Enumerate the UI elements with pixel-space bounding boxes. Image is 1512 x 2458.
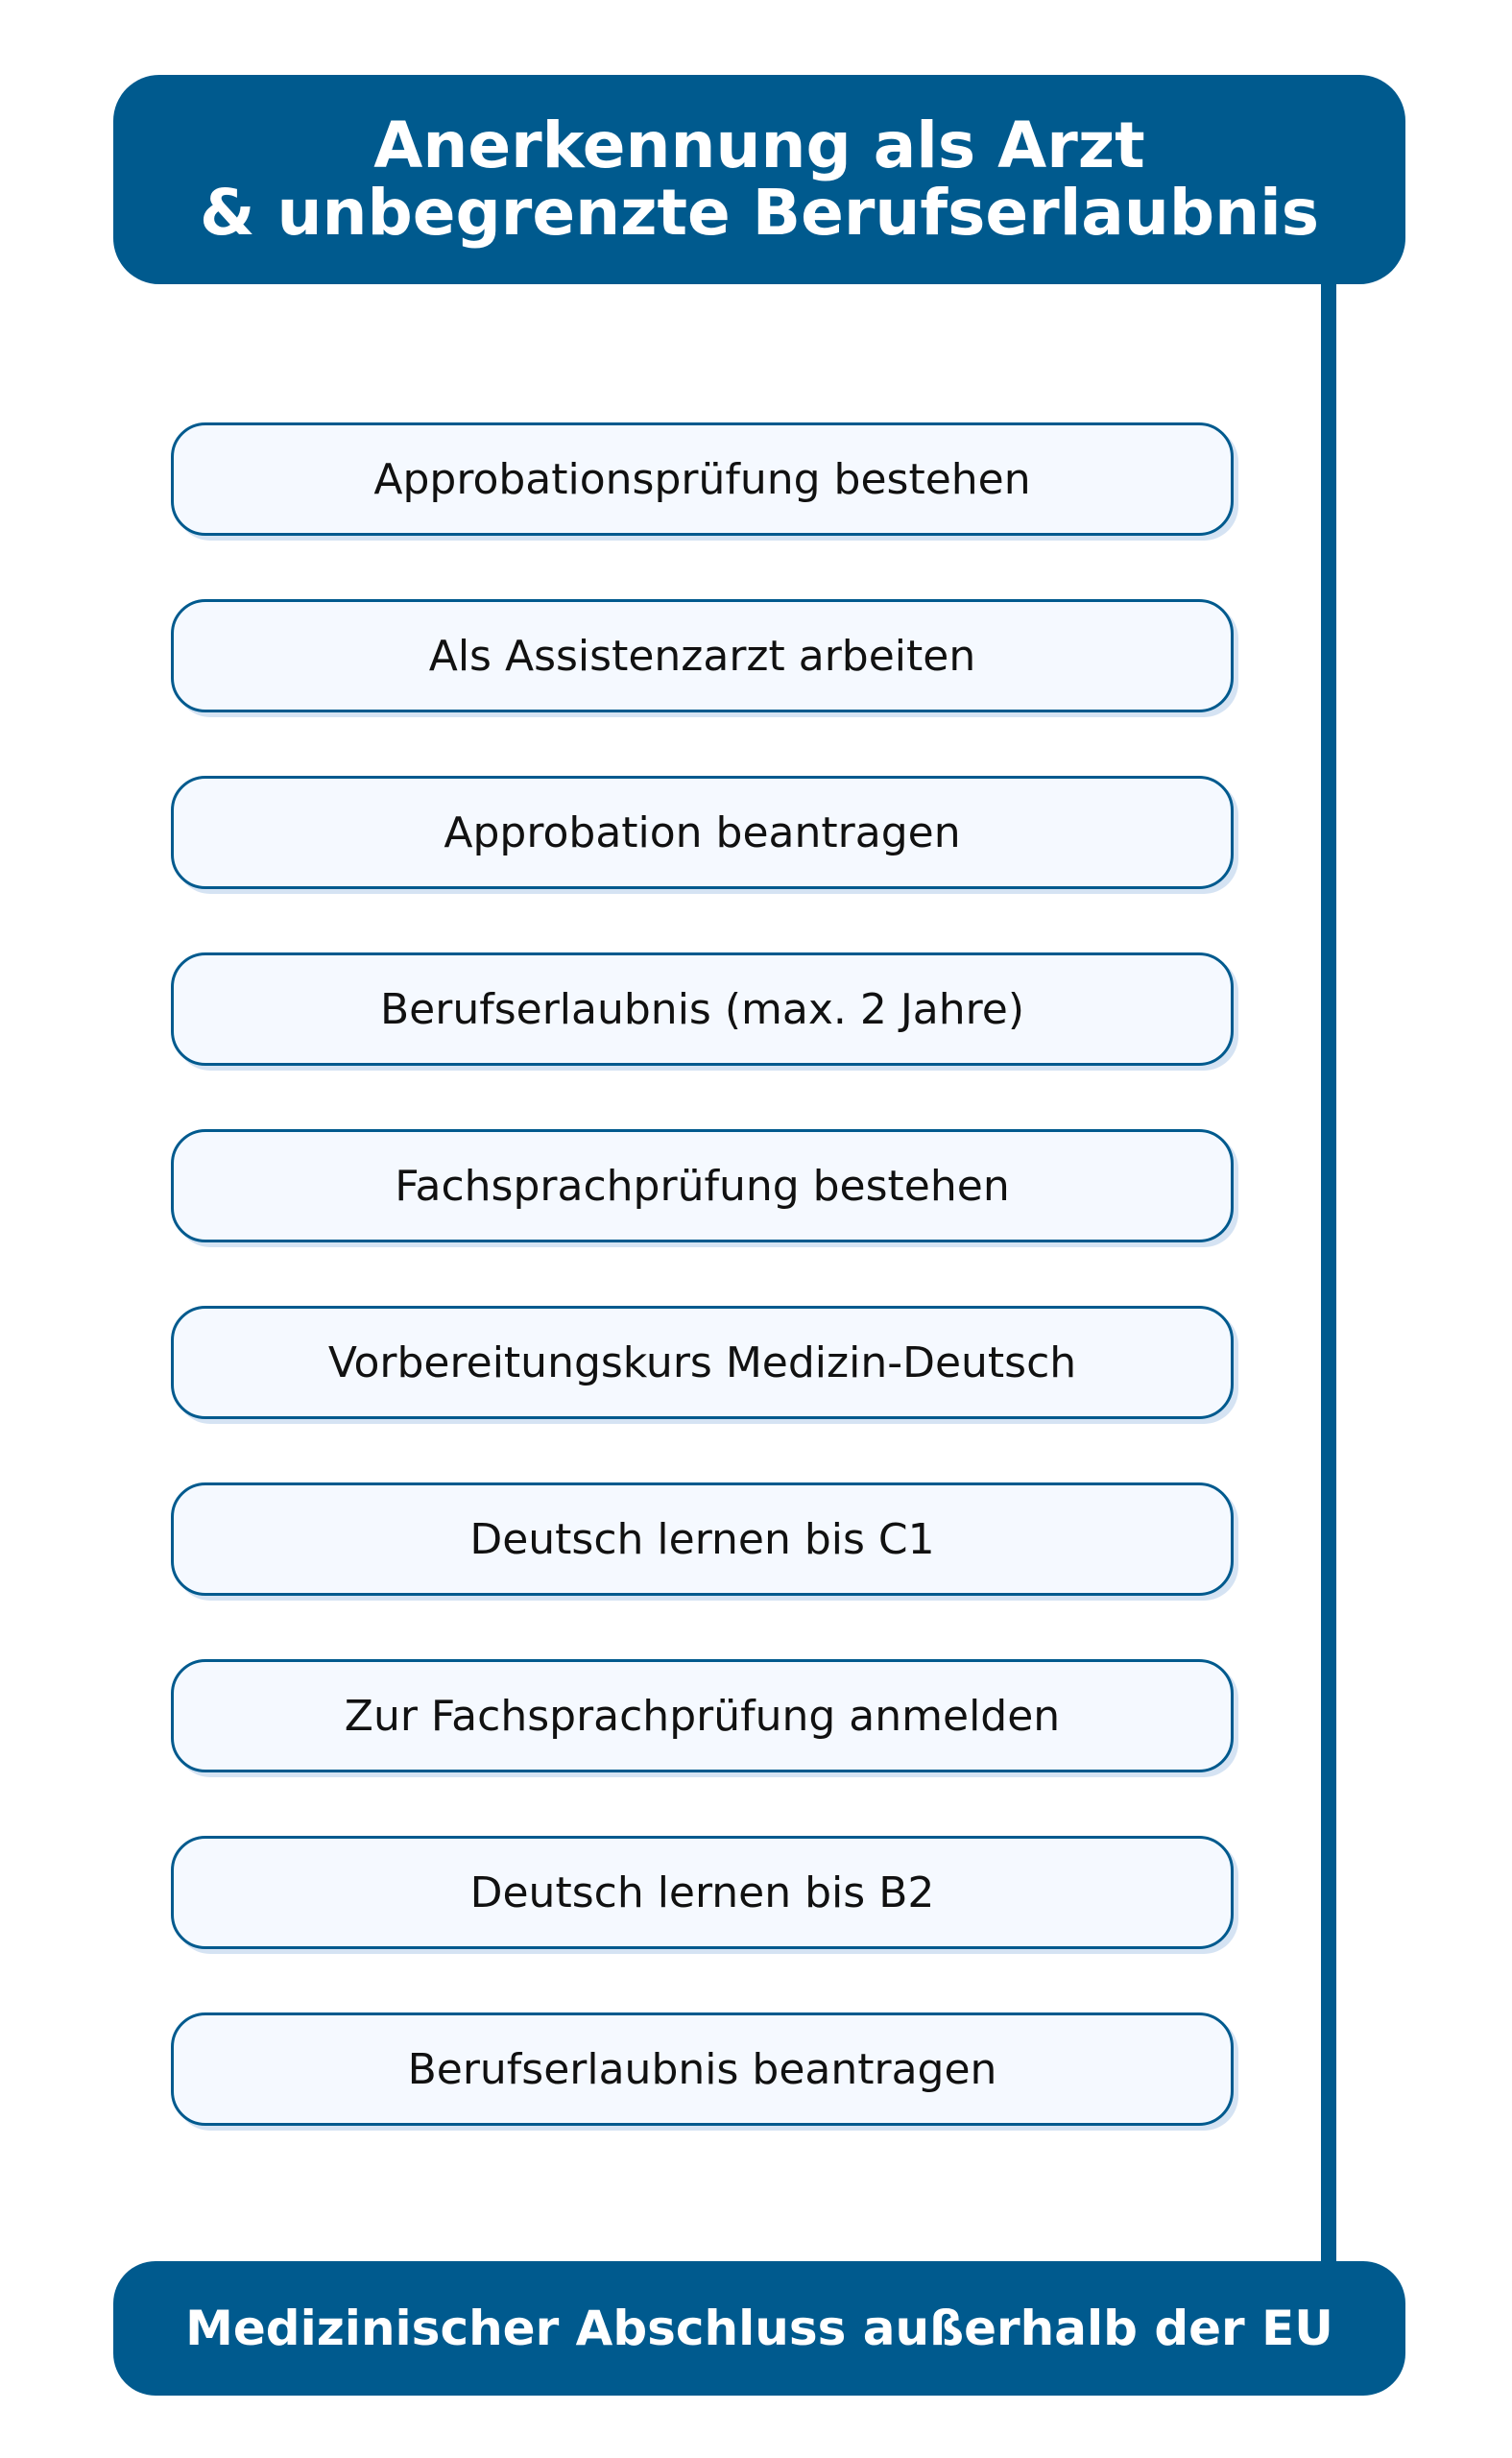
step-box bbox=[171, 2012, 1234, 2126]
step-label: Fachsprachprüfung bestehen bbox=[395, 1161, 1010, 1211]
goal-box bbox=[113, 75, 1405, 284]
step-box bbox=[171, 1306, 1234, 1419]
step-box bbox=[171, 1482, 1234, 1596]
step-label: Zur Fachsprachprüfung anmelden bbox=[344, 1691, 1061, 1741]
step-box bbox=[171, 952, 1234, 1066]
goal-title-line-1: Anerkennung als Arzt bbox=[373, 108, 1145, 182]
step-label: Als Assistenzarzt arbeiten bbox=[428, 631, 976, 681]
goal-title-line-2: & unbegrenzte Berufserlaubnis bbox=[200, 176, 1319, 250]
step-box bbox=[171, 422, 1234, 536]
step-box bbox=[171, 776, 1234, 889]
step-label: Approbationsprüfung bestehen bbox=[373, 454, 1031, 504]
step-label: Berufserlaubnis (max. 2 Jahre) bbox=[380, 984, 1024, 1034]
start-box bbox=[113, 2261, 1405, 2396]
step-box bbox=[171, 599, 1234, 712]
connector-line bbox=[1321, 278, 1336, 2271]
step-label: Approbation beantragen bbox=[444, 807, 961, 857]
step-box bbox=[171, 1836, 1234, 1949]
step-list bbox=[171, 422, 1234, 2189]
step-box bbox=[171, 1129, 1234, 1242]
step-label: Deutsch lernen bis C1 bbox=[469, 1514, 935, 1564]
start-label: Medizinischer Abschluss außerhalb der EU bbox=[185, 2301, 1333, 2356]
step-label: Berufserlaubnis beantragen bbox=[407, 2044, 997, 2094]
step-label: Deutsch lernen bis B2 bbox=[469, 1868, 935, 1917]
step-box bbox=[171, 1659, 1234, 1772]
step-label: Vorbereitungskurs Medizin-Deutsch bbox=[327, 1337, 1077, 1387]
